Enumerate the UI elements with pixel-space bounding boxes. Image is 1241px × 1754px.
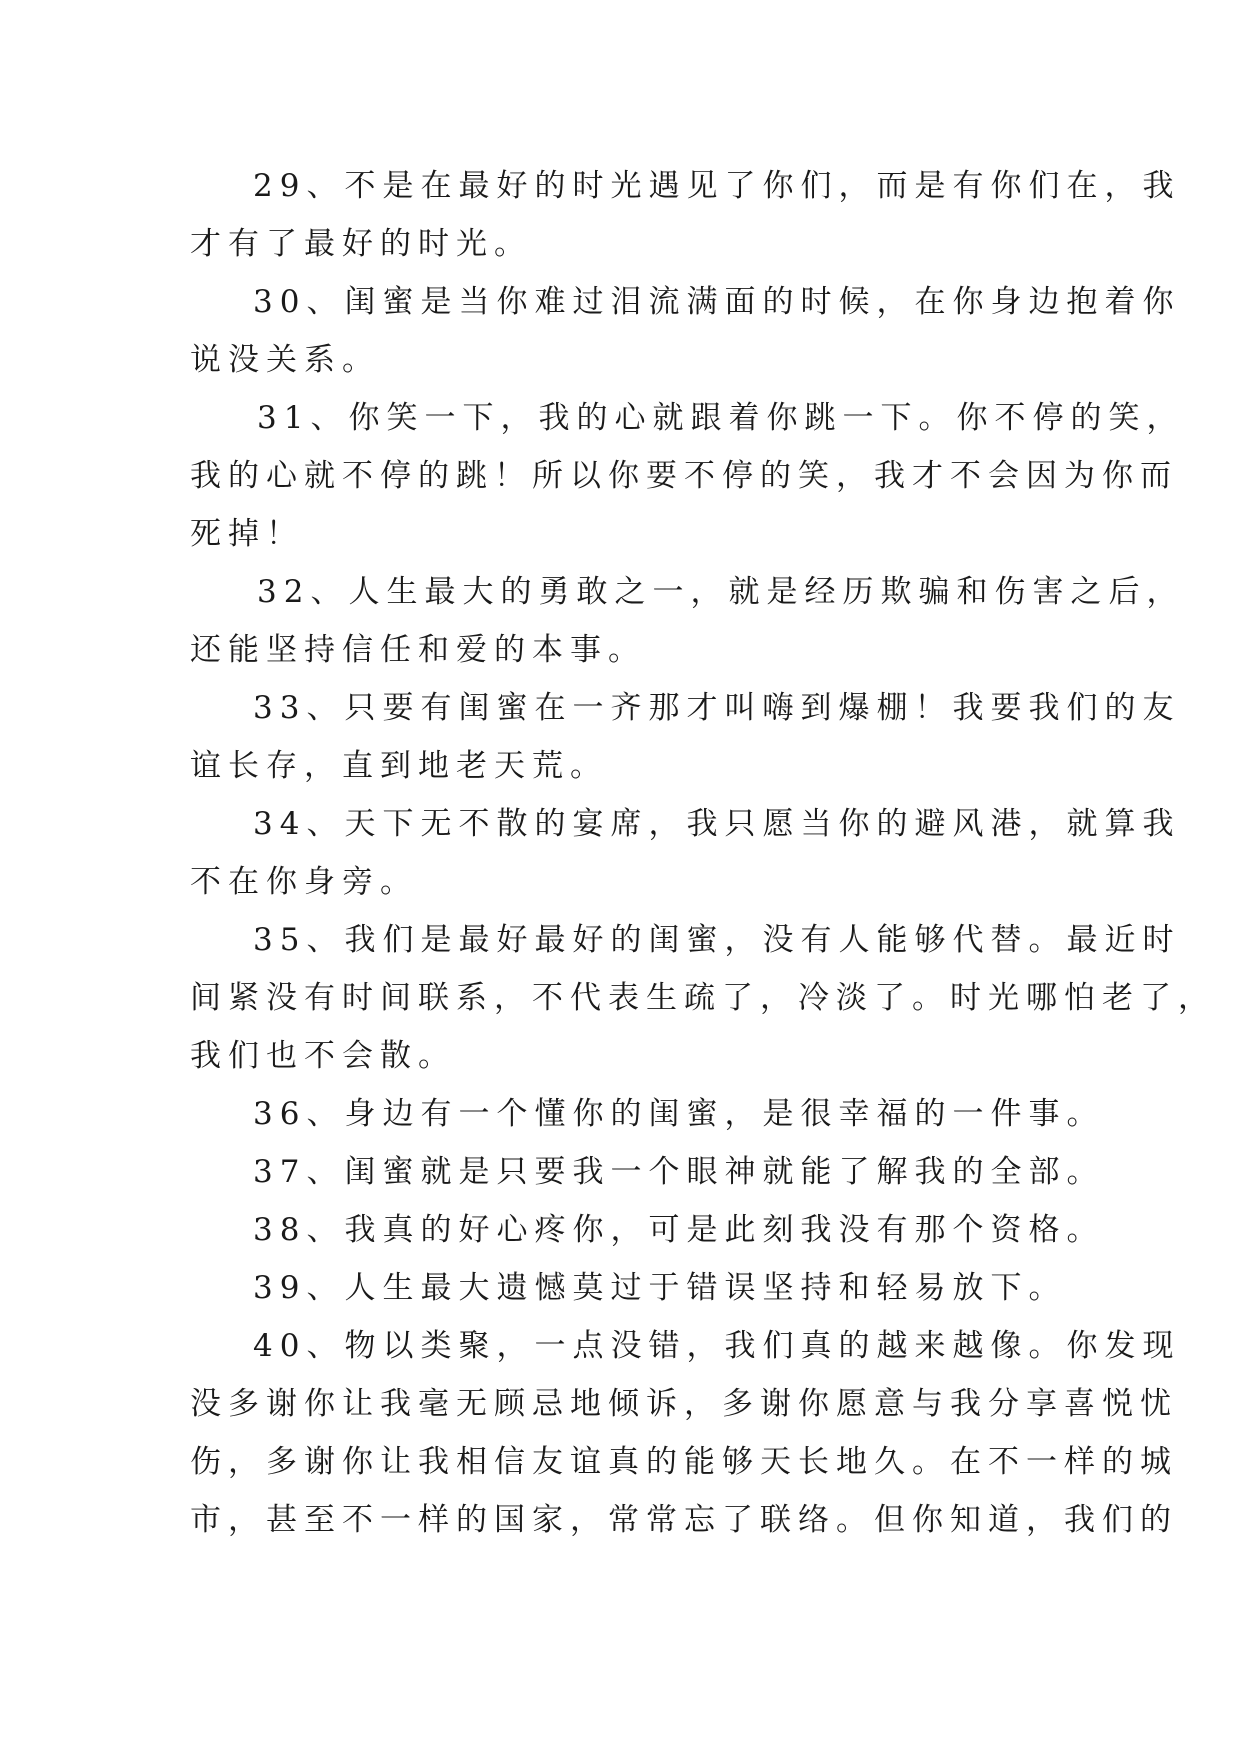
paragraph-line: 36、身边有一个懂你的闺蜜，是很幸福的一件事。 (253, 1096, 1105, 1132)
paragraph-line: 间紧没有时间联系，不代表生疏了，冷淡了。时光哪怕老了， (190, 980, 1216, 1016)
paragraph-line: 我们也不会散。 (190, 1038, 456, 1074)
paragraph-line: 死掉！ (190, 516, 304, 552)
paragraph-39 (190, 1262, 1070, 1320)
paragraph-30 (190, 276, 1181, 392)
paragraph-29 (190, 160, 1181, 276)
paragraph-line: 不在你身旁。 (190, 864, 418, 900)
paragraph-line: 还能坚持信任和爱的本事。 (190, 632, 646, 668)
paragraph-31 (190, 392, 1185, 566)
paragraph-line: 37、闺蜜就是只要我一个眼神就能了解我的全部。 (253, 1154, 1105, 1190)
paragraph-33 (190, 682, 1181, 798)
paragraph-34 (190, 798, 1181, 914)
paragraph-36 (190, 1088, 1105, 1146)
paragraph-line: 说没关系。 (190, 342, 380, 378)
paragraph-line: 34、天下无不散的宴席，我只愿当你的避风港，就算我 (253, 806, 1181, 842)
paragraph-37 (190, 1146, 1105, 1204)
paragraph-35 (190, 914, 1216, 1088)
paragraph-line: 才有了最好的时光。 (190, 226, 532, 262)
paragraph-line: 谊长存，直到地老天荒。 (190, 748, 608, 784)
paragraph-38 (190, 1204, 1105, 1262)
paragraph-line: 40、物以类聚，一点没错，我们真的越来越像。你发现 (253, 1328, 1181, 1364)
paragraph-line: 市，甚至不一样的国家，常常忘了联络。但你知道，我们的 (190, 1502, 1178, 1538)
paragraph-line: 没多谢你让我毫无顾忌地倾诉，多谢你愿意与我分享喜悦忧 (190, 1386, 1178, 1422)
paragraph-line: 35、我们是最好最好的闺蜜，没有人能够代替。最近时 (253, 922, 1181, 958)
paragraph-line: 30、闺蜜是当你难过泪流满面的时候，在你身边抱着你 (253, 284, 1181, 320)
paragraph-line: 32、人生最大的勇敢之一，就是经历欺骗和伤害之后， (257, 574, 1185, 610)
paragraph-line: 33、只要有闺蜜在一齐那才叫嗨到爆棚！我要我们的友 (253, 690, 1181, 726)
paragraph-line: 39、人生最大遗憾莫过于错误坚持和轻易放下。 (253, 1270, 1067, 1306)
paragraph-line: 伤，多谢你让我相信友谊真的能够天长地久。在不一样的城 (190, 1444, 1178, 1480)
paragraph-line: 29、不是在最好的时光遇见了你们，而是有你们在，我 (253, 168, 1181, 204)
paragraph-line: 我的心就不停的跳！所以你要不停的笑，我才不会因为你而 (190, 458, 1178, 494)
paragraph-line: 38、我真的好心疼你，可是此刻我没有那个资格。 (253, 1212, 1105, 1248)
paragraph-line: 31、你笑一下，我的心就跟着你跳一下。你不停的笑， (257, 400, 1185, 436)
paragraph-32 (190, 566, 1185, 682)
document-body (190, 160, 1216, 1552)
paragraph-40 (190, 1320, 1181, 1552)
